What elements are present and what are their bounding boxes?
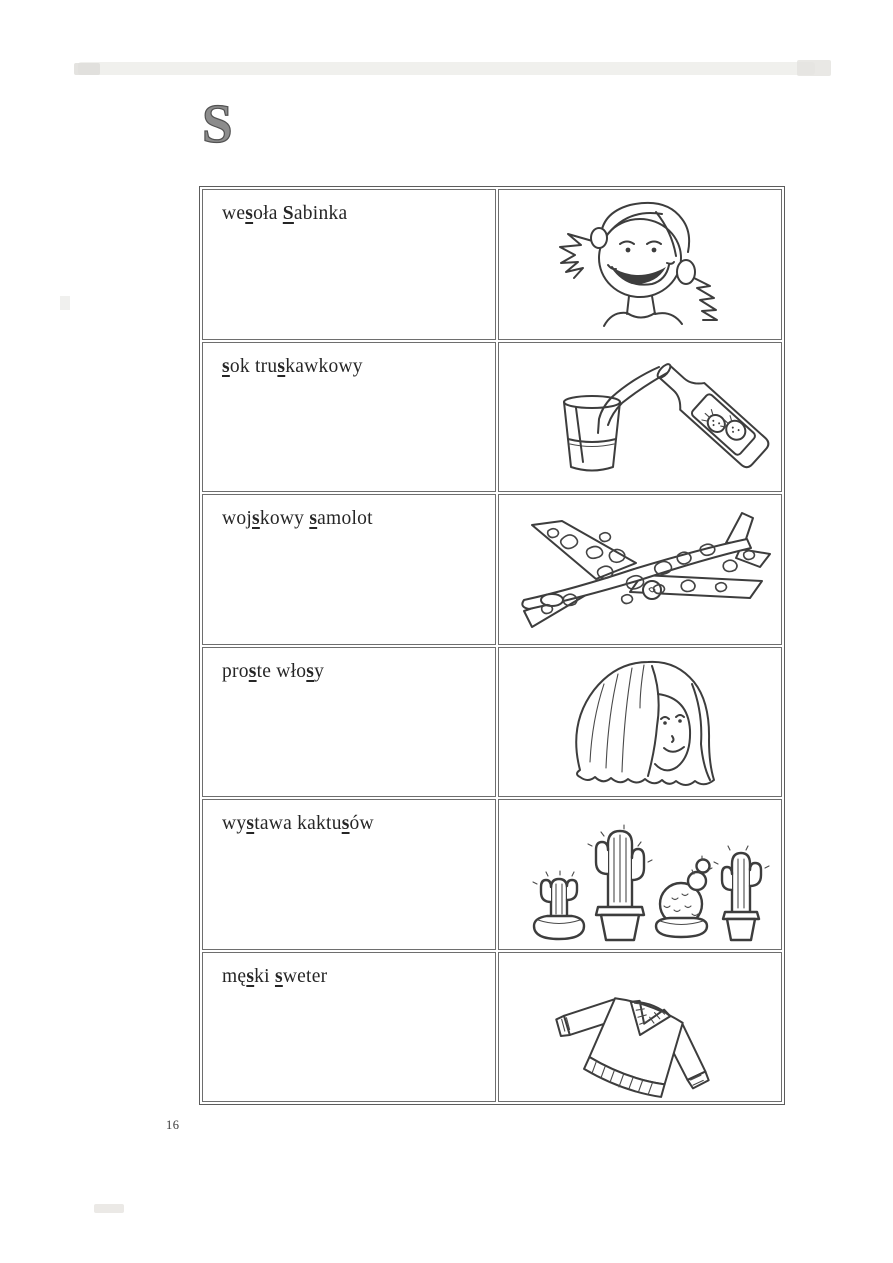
cacti-illustration	[504, 802, 776, 946]
straight-hair-illustration	[504, 650, 776, 794]
letter-heading: S	[202, 93, 234, 154]
scan-artifact	[74, 63, 100, 75]
girl-with-pigtails-illustration	[504, 192, 776, 336]
table-row-5-image-cell	[498, 799, 782, 950]
strawberry-juice-illustration	[504, 345, 776, 489]
phrase-text: wystawa kaktusów	[222, 813, 374, 834]
table-row-6-phrase-cell	[202, 952, 496, 1103]
table-row-3-image-cell	[498, 494, 782, 645]
table-row-1-phrase-cell	[202, 189, 496, 340]
scan-artifact	[60, 296, 70, 310]
scan-artifact	[78, 62, 815, 75]
table-row-1-image-cell	[498, 189, 782, 340]
table-row-2-phrase-cell	[202, 342, 496, 493]
sweater-illustration	[504, 955, 776, 1099]
scan-artifact	[94, 1204, 124, 1213]
military-airplane-illustration	[504, 497, 776, 641]
phrase-text: wojskowy samolot	[222, 508, 373, 529]
table-row-3-phrase-cell	[202, 494, 496, 645]
phrase-text: męski sweter	[222, 965, 328, 987]
phrase-text: proste włosy	[222, 660, 325, 682]
page-number: 16	[166, 1118, 180, 1132]
table-row-6-image-cell	[498, 952, 782, 1103]
phrase-text: sok truskawkowy	[222, 355, 363, 377]
worksheet-table	[199, 186, 785, 1105]
table-row-4-image-cell	[498, 647, 782, 798]
table-row-2-image-cell	[498, 342, 782, 493]
scan-artifact	[797, 60, 831, 76]
table-row-4-phrase-cell	[202, 647, 496, 798]
phrase-text: wesoła Sabinka	[222, 203, 348, 224]
table-row-5-phrase-cell	[202, 799, 496, 950]
